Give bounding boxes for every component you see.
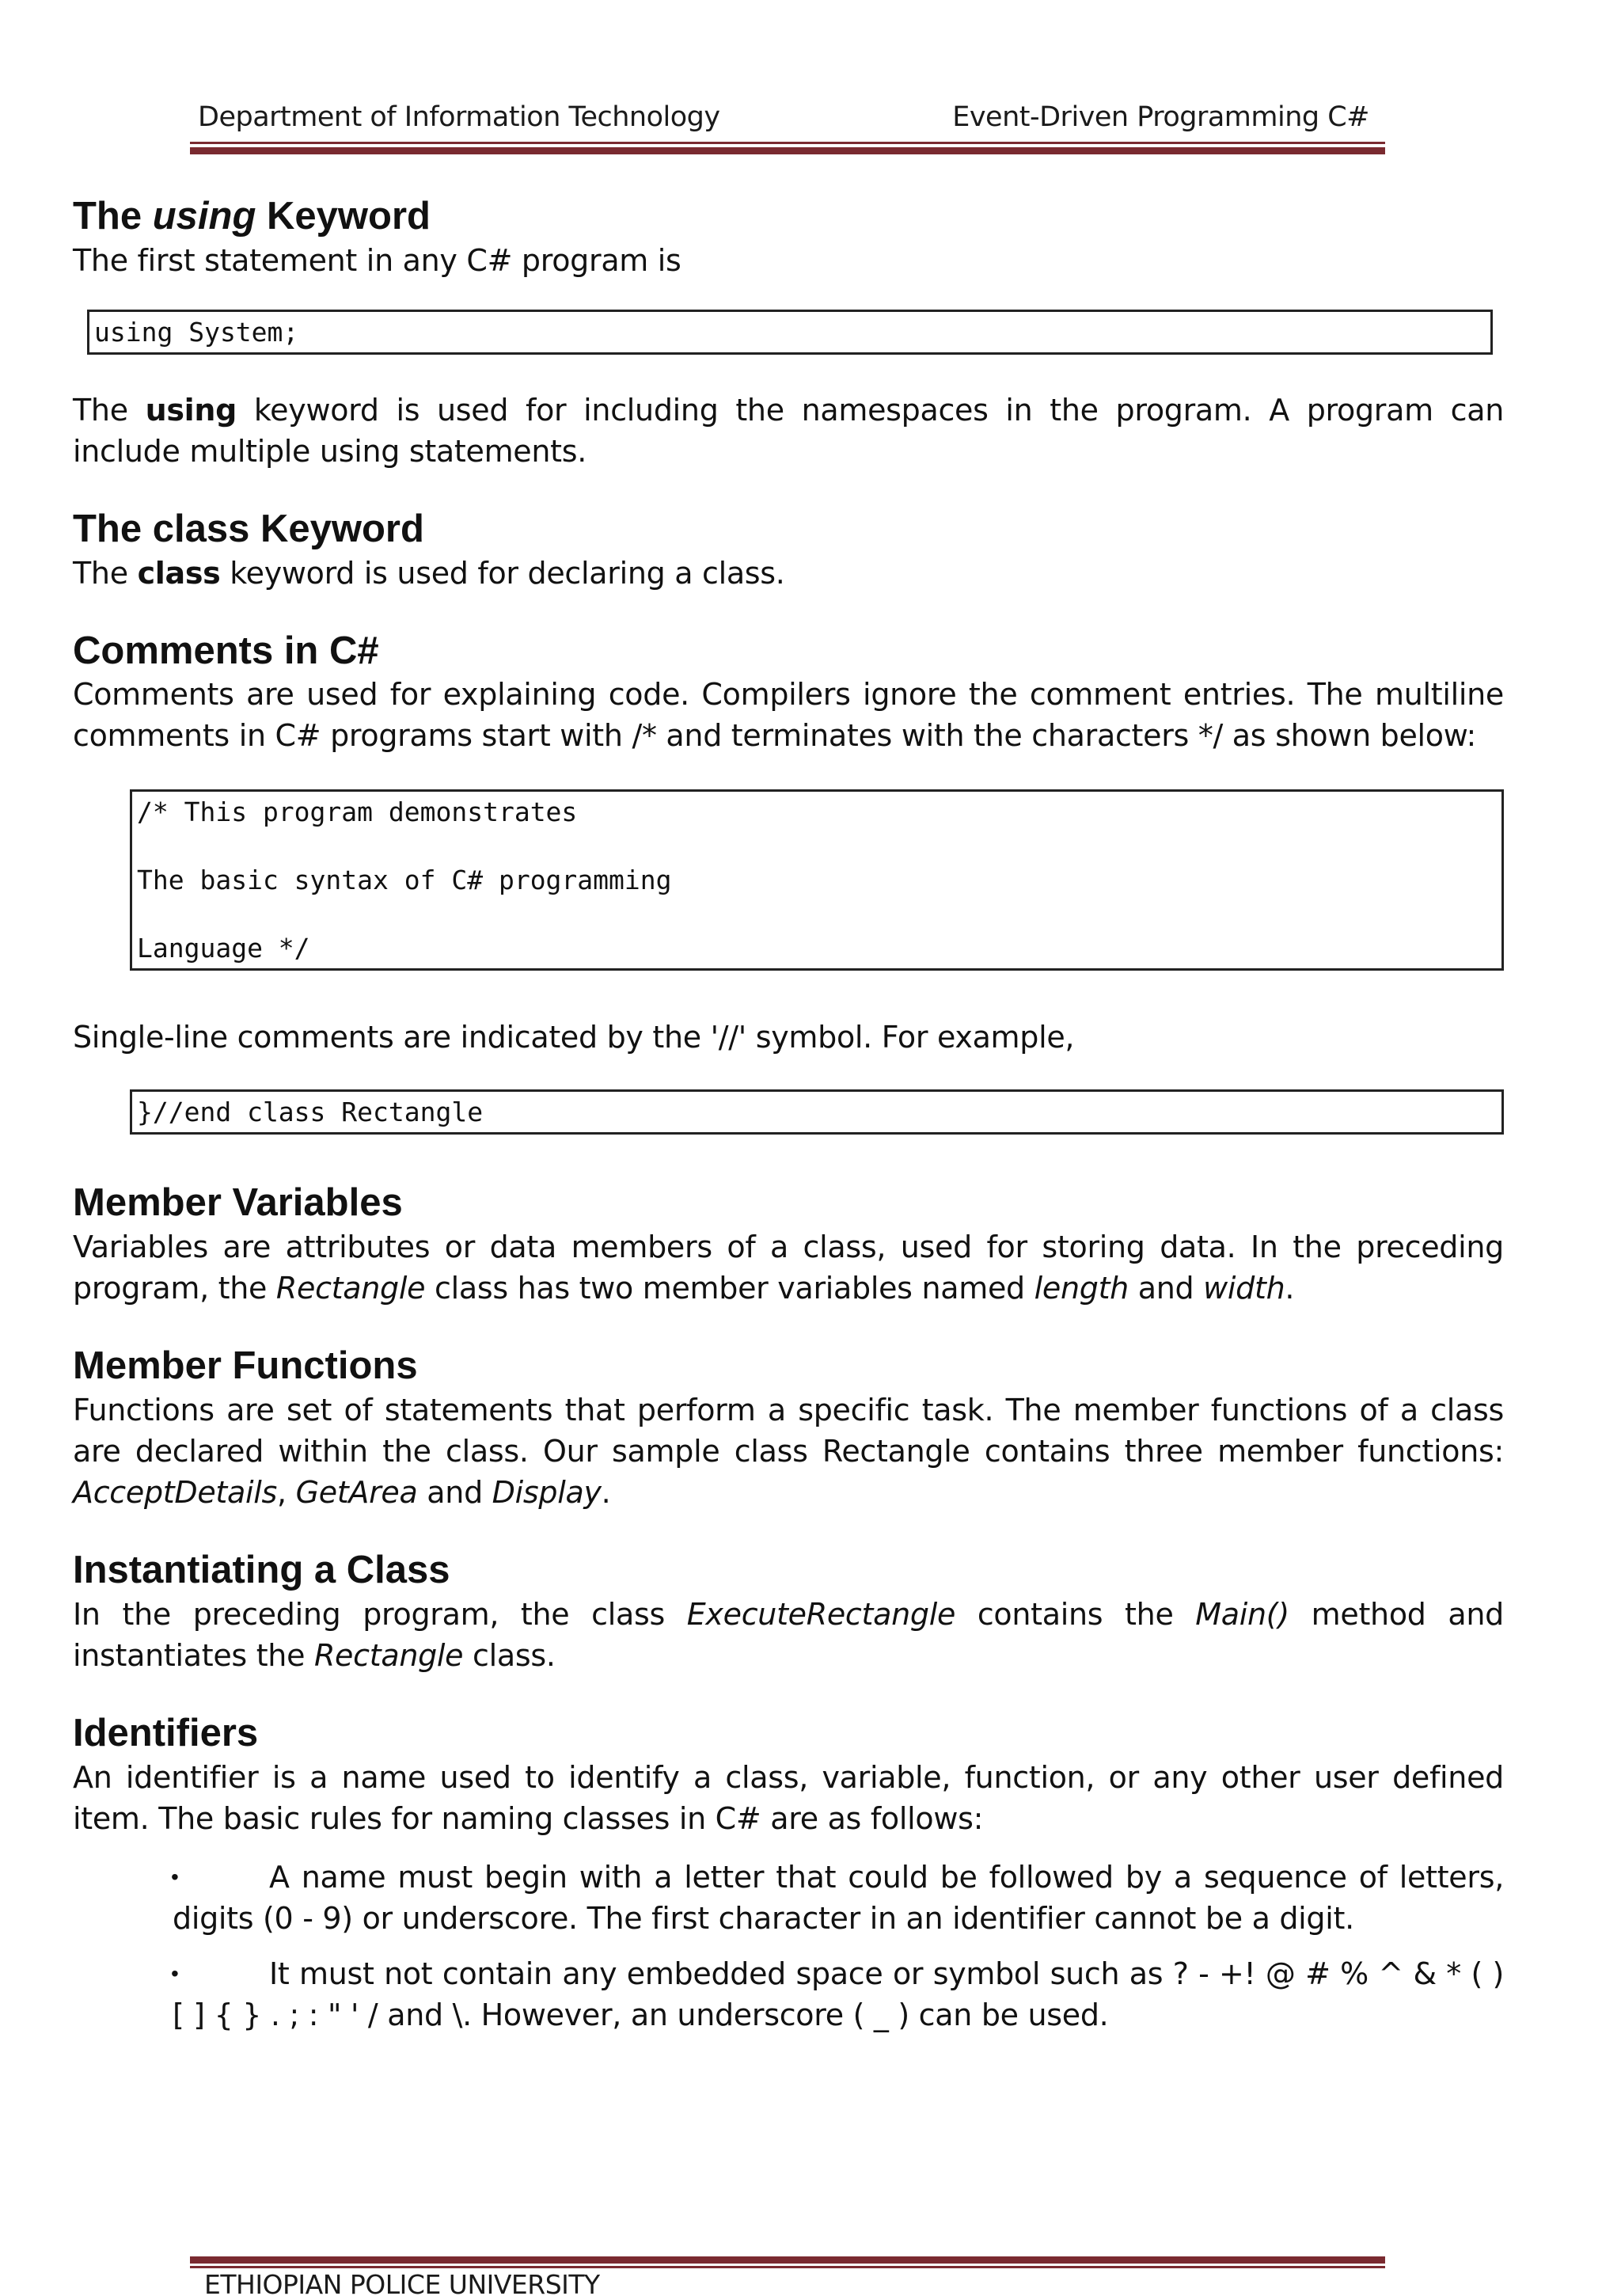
heading-member-variables: Member Variables bbox=[73, 1181, 403, 1225]
footer-rule-thick bbox=[190, 2256, 1385, 2264]
section-comments bbox=[73, 629, 1504, 1135]
list-item bbox=[173, 1953, 1504, 2036]
header-department: Department of Information Technology bbox=[198, 101, 720, 133]
footer-rule-thin bbox=[190, 2266, 1385, 2268]
using-description: The using keyword is used for including the namespaces in the program. A program can include multiple using statements. bbox=[73, 392, 1504, 469]
using-intro: The first statement in any C# program is bbox=[73, 242, 681, 278]
comments-description: Comments are used for explaining code. Compilers ignore the comment entries. The multiline comments in C# programs start with /* and terminates with the characters */ as shown below: bbox=[73, 677, 1504, 754]
section-member-functions bbox=[73, 1344, 1504, 1513]
identifier-rules-list bbox=[173, 1857, 1504, 2036]
header-course: Event-Driven Programming C# bbox=[952, 101, 1369, 133]
class-description: The class keyword is used for declaring a class. bbox=[73, 555, 785, 591]
code-line: /* This program demonstrates bbox=[137, 796, 578, 828]
bullet-icon: • bbox=[171, 1864, 179, 1889]
section-class-keyword bbox=[73, 507, 1504, 594]
code-line: Language */ bbox=[137, 933, 310, 964]
member-variables-description: Variables are attributes or data members of a class, used for storing data. In the preceding program, the Rectangle class has two member variables named length and width. bbox=[73, 1230, 1504, 1306]
code-line: }//end class Rectangle bbox=[137, 1097, 484, 1128]
instantiating-description: In the preceding program, the class ExecuteRectangle contains the Main() method and instantiates the Rectangle class. bbox=[73, 1596, 1504, 1673]
section-using-keyword bbox=[73, 194, 1504, 472]
header-rule-thin bbox=[190, 142, 1385, 144]
single-line-comments-description: Single-line comments are indicated by the '//' symbol. For example, bbox=[73, 1020, 1075, 1055]
heading-comments: Comments in C# bbox=[73, 629, 379, 672]
heading-instantiating-class: Instantiating a Class bbox=[73, 1549, 450, 1592]
member-functions-description: Functions are set of statements that perform a specific task. The member functions of a class are declared within the class. Our sample class Rectangle contains three member functions: AcceptDetails, GetArea and Display. bbox=[73, 1393, 1504, 1511]
heading-identifiers: Identifiers bbox=[73, 1711, 259, 1754]
identifiers-description: An identifier is a name used to identify a class, variable, function, or any other user defined item. The basic rules for naming classes in C# are as follows: bbox=[73, 1759, 1504, 1836]
code-line: using System; bbox=[94, 316, 299, 348]
heading-using-keyword: The using Keyword bbox=[73, 195, 431, 238]
page-content bbox=[73, 194, 1504, 2070]
heading-class-keyword: The class Keyword bbox=[73, 507, 424, 550]
section-member-variables bbox=[73, 1180, 1504, 1309]
code-single-line-comment bbox=[130, 1089, 1504, 1135]
bullet-icon: • bbox=[171, 1960, 179, 1986]
list-item bbox=[173, 1857, 1504, 1939]
code-line: The basic syntax of C# programming bbox=[137, 865, 672, 896]
footer-university: ETHIOPIAN POLICE UNIVERSITY bbox=[204, 2273, 600, 2296]
header-rule-thick bbox=[190, 147, 1385, 154]
heading-member-functions: Member Functions bbox=[73, 1344, 418, 1388]
section-identifiers bbox=[73, 1711, 1504, 2036]
identifier-rule: A name must begin with a letter that could be followed by a sequence of letters, digits (0 - 9) or underscore. The first character in an identifier cannot be a digit. bbox=[173, 1859, 1504, 1936]
identifier-rule: It must not contain any embedded space or symbol such as ? - +! @ # % ^ & * ( ) [ ] { } . ; : " ' / and \. However, an underscore ( _ ) can be used. bbox=[173, 1956, 1504, 2032]
section-instantiating-class bbox=[73, 1548, 1504, 1676]
code-multiline-comment bbox=[130, 789, 1504, 971]
code-using-system bbox=[87, 310, 1493, 355]
